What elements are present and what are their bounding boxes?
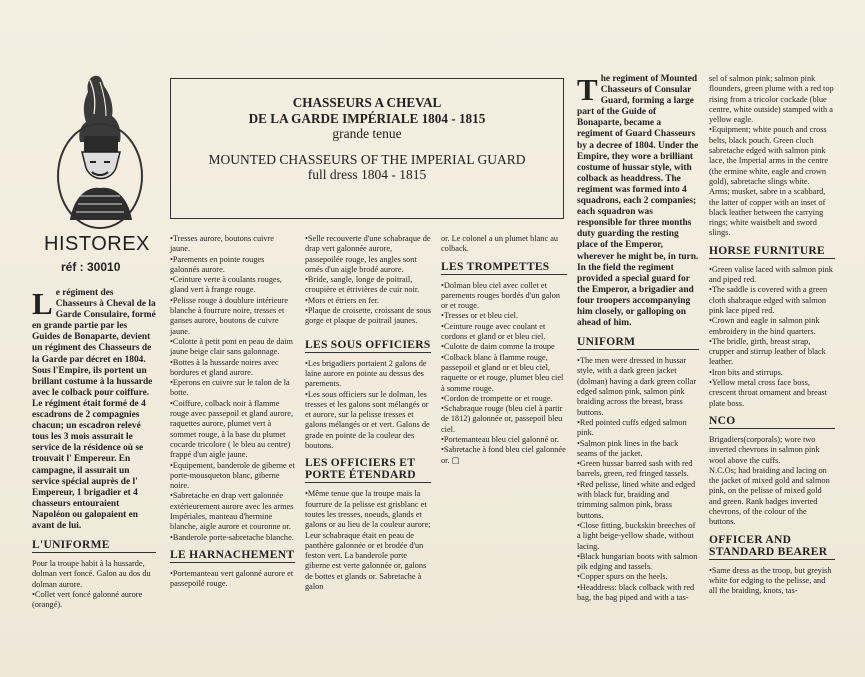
hussar-portrait-logo [40,70,152,235]
heading-uniform: UNIFORM [577,336,699,350]
column-2 [170,234,295,590]
col3-text: •Selle recouverte d'une schabraque de drap vert galonnée aurore, passepoilée rouge, les angles sont ornés d'un aigle brodé aurore. •Bride, sangle, longe de poitrail, croupière et étrivières de cuir noir. •Mors et étriers en fer. •Plaque de croisette, croissant de sous gorge et plaque de poitrail jaunes. [305,234,431,326]
column-4 [441,234,567,466]
heading-nco: NCO [709,415,835,429]
brand-name: HISTOREX [44,233,150,255]
column-5 [577,74,699,603]
sous-officiers-text: •Les brigadiers portaient 2 galons de laine aurore en pointe au dessus des parements. •Les sous officiers sur le dolman, les tresses et les galons sont mélangés or et aurore, sur la pelisse tresses et galons mélangés or et vert. Galons de grade en pointe de la couleur des boutons. [305,358,430,451]
intro-en [577,74,699,329]
heading-uniforme: L'UNIFORME [32,539,156,553]
col6-text: sel of salmon pink; salmon pink flounders, green plume with a red top rising from a tricolor cockade (blue centre, white outside) stamped with a yellow eagle. •Equipment; white pouch and cross belts, black pouch. Green cloch sabretache edged with salmon pink lace, the Imperial arms in the centre (the ermine white, eagle and crown gold), sabretache slings white. Arms; musket, sabre in a scabbard, the latter of copper with an inset of black leather between the carrying rings; white waistbelt and sword slings. [709,74,834,238]
title-fr-line2: DE LA GARDE IMPÉRIALE 1804 - 1815 [248,110,486,126]
uniform-text: •The men were dressed in hussar style, with a dark green jacket (dolman) having a dark green collar edged salmon pink, salmon pink braiding across the breast, brass buttons. •Red pointed cuffs edged salmon pink. •Salmon pink lines in the back seams of the jacket. •Green hussar barred sash with red barrels, green, red fringed tassels. •Red pelisse, lined white and edged with black fur, braiding and trimming salmon pink, brass buttons. •Close fitting, buckskin breeches of a light beige-yellow shade, without lacing. •Black hungarian boots with salmon pik edging and tassels. •Copper spurs on the heels. •Headdress: black colback with red bag, the bag piped and with a tas- [577,356,698,602]
column-6 [709,74,835,596]
heading-horse-furniture: HORSE FURNITURE [709,245,835,259]
trompettes-text: •Dolman bleu ciel avec collet et parements rouges bordés d'un galon or et rouge. •Tresses or et bleu ciel. •Ceinture rouge avec coulant et cordons et gland or et bleu ciel. •Culotte de daim comme la troupe •Colback blanc à flamme rouge, passepoil et gland or et bleu ciel, raquette or et rouge, plumet bleu ciel à somme rouge. •Cordon de trompette or et rouge. •Schabraque rouge (bleu ciel à partir de 1812) galonnée or, passepoil bleu ciel. •Portemanteau bleu ciel galonné or. •Sabretache à fond bleu ciel galonnée or. ▢ [441,280,566,465]
title-fr-line3: grande tenue [332,126,402,141]
title-en-line2: full dress 1804 - 1815 [307,166,427,182]
column-3 [305,234,431,592]
officer-text: •Same dress as the troop, but greyish white for edging to the pelisse, and all the braiding, knots, tas- [709,565,832,596]
intro-fr-text: e régiment des Chasseurs à Cheval de la Garde Consulaire, formé en grande partie par les Guides de Bonaparte, devient un régiment des Chasseurs de la Garde par décret en 1804. Sous l'Empire, ils portent un brillant costume à la hussarde avec le colback pour coiffure. Le régiment était formé de 4 escadrons de 2 compagnies chacun; un escadron relevé tous les 3 mois assurait le service de la résidence où se trouvait l' Empereur. En campagne, il assurait un service spécial auprès de l' Empereur, 1 brigadier et 4 chasseurs entouraient Napoléon ou galopaient en avant de lui. [32,288,156,531]
heading-sous-officiers: LES SOUS OFFICIERS [305,338,431,351]
reference-number: réf : 30010 [61,260,121,274]
title-box [170,78,564,219]
intro-fr [32,288,156,532]
title-en-line1: MOUNTED CHASSEURS OF THE IMPERIAL GUARD [208,151,526,167]
heading-harnachement: LE HARNACHEMENT [170,548,295,561]
col2-text: •Tresses aurore, boutons cuivre jaune. •Parements en pointe rouges galonnés aurore. •Ceinture verte à coulants rouges, gland vert à frange rouge. •Pelisse rouge à doublure intérieure blanche à fourrure noire, tresses et ganses aurore, boutons de cuivre jaune. •Culotte à petit pont en peau de daim jaune beige clair sans galonnage. •Bottes à la hussarde noires avec bordures et gland aurore. •Eperons en cuivre sur le talon de la botte. •Coiffure, colback noir à flamme rouge avec passepoil et gland aurore, raquettes aurore, plumet vert à sommet rouge, à la base du plumet cocarde tricolore ( le bleu au centre) frappé d'un aigle jaune. •Equipement, banderole de giberne et porte-mousqueton blanc, giberne noire. •Sabretache en drap vert galonnée extérieurement aurore avec les armes Impériales, manteau d'hermine blanche, aigle aurore et couronne or. •Banderole porte-sabretache blanche. [170,234,295,542]
title-fr-line1: CHASSEURS A CHEVAL [292,95,442,110]
heading-officer: OFFICER AND STANDARD BEARER [709,534,835,560]
column-1 [32,288,156,611]
harnachement-text: •Portemanteau vert galonné aurore et passepoilé rouge. [170,568,294,589]
dropcap-fr: L [32,286,53,321]
officiers-text: •Même tenue que la troupe mais la fourrure de la pelisse est grisblanc et toutes les tresses, noeuds, glands et galons or au lieu de la couleur aurore; Leur schabraque était en peau de panthère galonnée or et brodée d'un feston vert. La banderole porte giberne est verte galonnée or, galons de bottes et glands or. Sabretache à galon [305,489,431,592]
intro-en-text: he regiment of Mounted Chasseurs of Consular Guard, forming a large part of the Guide of Bonaparte, became a regiment of Guard Chasseurs by a decree of 1804. Under the Empire, they wore a brilliant costume of hussar style, with colback as headdress. The regiment was formed into 4 squadrons, each 2 companies; each squadron was responsible for three months duty guarding the resting place of the Emperor, wherever he might be, in turn. In the field the regiment provided a special guard for the Emperor, a brigadier and four troopers accompanying him closely, or galloping on ahead of him. [577,74,699,329]
uniforme-text: Pour la troupe habit à la hussarde, dolman vert foncé. Galon au dos du dolman aurore. •Collet vert foncé galonné aurore (orangé). [32,559,151,610]
col4-text: or. Le colonel a un plumet blanc au colback. [441,234,559,254]
heading-officiers: LES OFFICIERS ET PORTE ÉTENDARD [305,457,431,483]
nco-text: Brigadiers(corporals); wore two inverted chevrons in salmon pink wool above the cuffs. N.C.Os; had braiding and lacing on the jacket of mixed gold and salmon pink, on the pelisse of mixed gold and green. Rank badges inverted chevrons, of the colour of the buttons. [709,434,830,527]
dropcap-en: T [577,72,598,107]
heading-trompettes: LES TROMPETTES [441,261,567,275]
horse-furniture-text: •Green valise laced with salmon pink and piped red. •The saddle is covered with a green cloth shabraque edged with salmon pink lace piped red. •Crown and eagle in salmon pink embroidery in the hind quarters. •The bridle, girth, breast strap, crupper and stirrup leather of black leather. •Iron bits and stirrups. •Yellow metal cross face boss, crescent throat ornament and breast plate boss. [709,264,833,408]
